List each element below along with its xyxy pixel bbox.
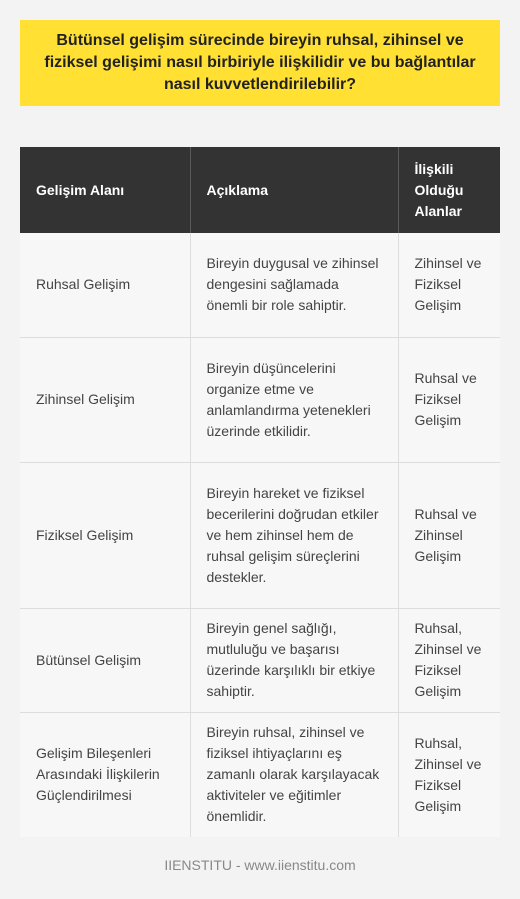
cell-area: Gelişim Bileşenleri Arasındaki İlişkilerin Güçlendirilmesi <box>20 712 190 837</box>
header-related: İlişkili Olduğu Alanlar <box>398 147 500 233</box>
footer-credit: IIENSTITU - www.iienstitu.com <box>164 857 356 873</box>
question-banner <box>20 20 500 106</box>
cell-related: Ruhsal, Zihinsel ve Fiziksel Gelişim <box>398 608 500 712</box>
table-row <box>20 608 500 712</box>
cell-area: Fiziksel Gelişim <box>20 462 190 608</box>
table-header-row <box>20 147 500 233</box>
cell-related: Ruhsal ve Zihinsel Gelişim <box>398 462 500 608</box>
header-area: Gelişim Alanı <box>20 147 190 233</box>
cell-description: Bireyin genel sağlığı, mutluluğu ve başarısı üzerinde karşılıklı bir etkiye sahiptir. <box>190 608 398 712</box>
cell-description: Bireyin düşüncelerini organize etme ve anlamlandırma yetenekleri üzerinde etkilidir. <box>190 337 398 462</box>
cell-related: Zihinsel ve Fiziksel Gelişim <box>398 233 500 337</box>
cell-description: Bireyin ruhsal, zihinsel ve fiziksel ihtiyaçlarını eş zamanlı olarak karşılayacak aktiviteler ve eğitimler önemlidir. <box>190 712 398 837</box>
table-row <box>20 233 500 337</box>
cell-related: Ruhsal, Zihinsel ve Fiziksel Gelişim <box>398 712 500 837</box>
question-title: Bütünsel gelişim sürecinde bireyin ruhsal, zihinsel ve fiziksel gelişimi nasıl birbiriyle ilişkilidir ve bu bağlantılar nasıl kuvvetlendirilebilir? <box>44 32 476 93</box>
cell-area: Bütünsel Gelişim <box>20 608 190 712</box>
cell-related: Ruhsal ve Fiziksel Gelişim <box>398 337 500 462</box>
header-description: Açıklama <box>190 147 398 233</box>
cell-area: Zihinsel Gelişim <box>20 337 190 462</box>
development-table <box>20 147 500 837</box>
cell-area: Ruhsal Gelişim <box>20 233 190 337</box>
table-row <box>20 462 500 608</box>
table-row <box>20 712 500 837</box>
table-row <box>20 337 500 462</box>
cell-description: Bireyin duygusal ve zihinsel dengesini sağlamada önemli bir role sahiptir. <box>190 233 398 337</box>
cell-description: Bireyin hareket ve fiziksel becerilerini doğrudan etkiler ve hem zihinsel hem de ruhsal gelişim süreçlerini destekler. <box>190 462 398 608</box>
